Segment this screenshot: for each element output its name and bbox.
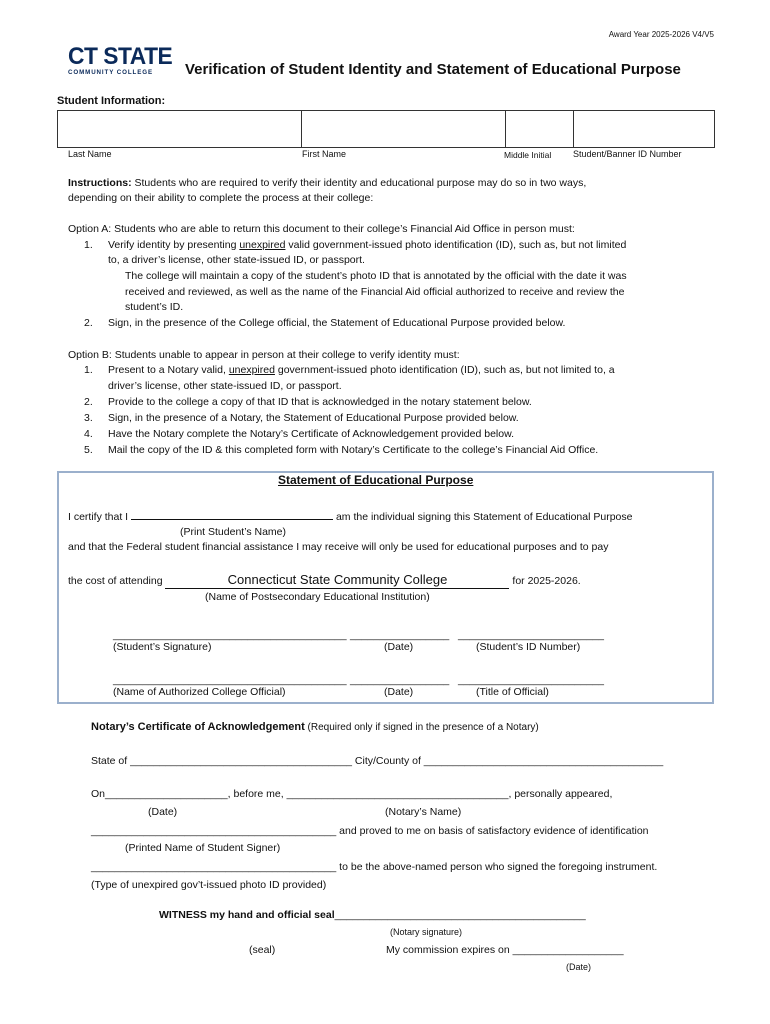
student-info-table: [57, 110, 715, 148]
student-id-number-line[interactable]: _________________________: [458, 629, 604, 641]
option-b-item5: Mail the copy of the ID & this completed form with Notary’s Certificate to the college’s Financial Aid Office.: [108, 444, 599, 456]
seal-label: (seal): [249, 944, 276, 956]
option-b-num5: 5.: [84, 444, 93, 456]
option-a-note2: received and reviewed, as well as the name of the Financial Aid official authorized to receive and review the: [125, 286, 625, 298]
college-name: Connecticut State Community College: [165, 572, 509, 589]
notary-heading-line: [91, 720, 539, 736]
certify-pre: I certify that I: [68, 511, 132, 523]
option-a-note1: The college will maintain a copy of the student’s photo ID that is annotated by the official with the date it was: [125, 270, 627, 282]
notary-state-line[interactable]: State of ______________________________________ City/County of _________________________________________: [91, 755, 664, 767]
student-signature-label: (Student’s Signature): [113, 641, 212, 653]
certify-post: am the individual signing this Statement of Educational Purpose: [333, 511, 633, 523]
option-b-item1-b: government-issued photo identification (ID), such as, but not limited to, a: [274, 364, 615, 376]
commission-date-label: (Date): [566, 962, 592, 972]
statement-title: Statement of Educational Purpose: [278, 473, 474, 487]
official-date-line[interactable]: _________________: [350, 674, 450, 686]
option-a-item1-a: Verify identity by presenting: [108, 239, 240, 251]
federal-line: and that the Federal student financial assistance I may receive will only be used for educational purposes and to pay: [68, 541, 609, 553]
option-b-item3: Sign, in the presence of a Notary, the Statement of Educational Purpose provided below.: [108, 412, 519, 424]
option-a-note3: student’s ID.: [125, 301, 184, 313]
student-name-line[interactable]: [131, 509, 333, 520]
notary-signature-label: (Notary signature): [390, 927, 463, 937]
witness-label: WITNESS my hand and official seal: [159, 909, 335, 921]
option-b-item1: [108, 363, 615, 379]
notary-heading: Notary’s Certificate of Acknowledgement: [91, 721, 305, 733]
student-id-label: Student/Banner ID Number: [573, 149, 682, 159]
certify-line: [68, 509, 632, 526]
institution-label: (Name of Postsecondary Educational Institution): [205, 591, 430, 603]
first-name-field[interactable]: [302, 111, 506, 147]
signature-date-line[interactable]: _________________: [350, 629, 450, 641]
official-name-label: (Name of Authorized College Official): [113, 686, 286, 698]
option-a-item1-underline: unexpired: [239, 239, 286, 251]
instructions-line2: depending on their ability to complete the process at their college:: [68, 192, 374, 204]
notary-heading-note: (Required only if signed in the presence of a Notary): [304, 722, 539, 733]
instructions-heading: Instructions:: [68, 177, 132, 189]
logo-sub-text: COMMUNITY COLLEGE: [68, 69, 153, 76]
option-b-num2: 2.: [84, 396, 93, 408]
last-name-label: Last Name: [68, 149, 112, 159]
id-type-label: (Type of unexpired gov’t-issued photo ID provided): [91, 879, 327, 891]
cost-pre: the cost of attending: [68, 575, 166, 587]
notary-proved-line[interactable]: __________________________________________ and proved to me on basis of satisfactory evidence of identification: [91, 825, 649, 837]
option-b-item1-cont: driver’s license, other state-issued ID, or passport.: [108, 380, 342, 392]
option-b-item2: Provide to the college a copy of that ID that is acknowledged in the notary statement below.: [108, 396, 532, 408]
official-date-label: (Date): [384, 686, 414, 698]
cost-post: for 2025-2026.: [509, 575, 581, 587]
student-id-field[interactable]: [574, 111, 714, 147]
middle-initial-field[interactable]: [506, 111, 574, 147]
option-a-num2: 2.: [84, 317, 93, 329]
notary-on-line[interactable]: On_____________________, before me, ______________________________________, personally appeared,: [91, 788, 613, 800]
option-a-item1-b: valid government-issued photo identification (ID), such as, but not limited: [285, 239, 627, 251]
signature-date-label: (Date): [384, 641, 414, 653]
official-title-label: (Title of Official): [476, 686, 549, 698]
option-b-num4: 4.: [84, 428, 93, 440]
witness-signature-line[interactable]: ___________________________________________: [334, 909, 586, 921]
option-a-item2: Sign, in the presence of the College official, the Statement of Educational Purpose provided below.: [108, 317, 566, 329]
option-b-item1-a: Present to a Notary valid,: [108, 364, 229, 376]
award-year: Award Year 2025-2026 V4/V5: [608, 30, 714, 39]
student-info-label: Student Information:: [57, 95, 166, 107]
printed-name-label: (Printed Name of Student Signer): [125, 842, 281, 854]
logo-main-text: CT STATE: [68, 43, 173, 70]
ct-state-logo: [68, 43, 178, 76]
option-b-intro: Option B: Students unable to appear in person at their college to verify identity must:: [68, 349, 460, 361]
official-title-line[interactable]: _________________________: [458, 674, 604, 686]
notary-date-label: (Date): [148, 806, 178, 818]
option-a-intro: Option A: Students who are able to return this document to their college’s Financial Aid Office in person must:: [68, 223, 575, 235]
option-b-num3: 3.: [84, 412, 93, 424]
option-a-item1-cont: to, a driver’s license, other state-issued ID, or passport.: [108, 254, 365, 266]
instructions-text1: Students who are required to verify their identity and educational purpose may do so in two ways,: [131, 177, 587, 189]
option-a-num1: 1.: [84, 239, 93, 251]
notary-signed-line[interactable]: __________________________________________ to be the above-named person who signed the foregoing instrument.: [91, 861, 658, 873]
first-name-label: First Name: [302, 149, 347, 159]
instructions-line1: [68, 176, 586, 192]
option-a-item1: [108, 238, 626, 254]
witness-line: [159, 908, 586, 924]
student-id-number-label: (Student’s ID Number): [476, 641, 581, 653]
commission-expires-line[interactable]: My commission expires on ___________________: [386, 944, 624, 956]
official-name-line[interactable]: ________________________________________: [113, 674, 347, 686]
document-title: Verification of Student Identity and Statement of Educational Purpose: [185, 61, 681, 78]
cost-line: [68, 572, 581, 590]
middle-initial-label: Middle Initial: [504, 150, 552, 160]
last-name-field[interactable]: [58, 111, 302, 147]
option-b-item1-underline: unexpired: [228, 364, 275, 376]
option-b-item4: Have the Notary complete the Notary’s Certificate of Acknowledgement provided below.: [108, 428, 515, 440]
option-b-num1: 1.: [84, 364, 93, 376]
notary-name-label: (Notary’s Name): [385, 806, 462, 818]
print-name-label: (Print Student’s Name): [180, 526, 287, 538]
student-signature-line[interactable]: ________________________________________: [113, 629, 347, 641]
